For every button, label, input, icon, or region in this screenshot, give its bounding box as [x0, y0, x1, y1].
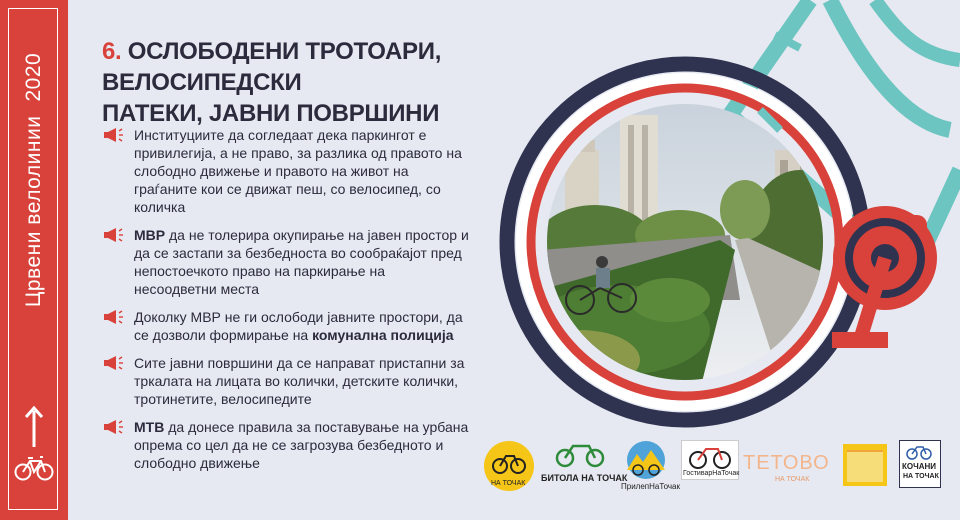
kochani-label-1: КОЧАНИ [902, 462, 937, 471]
list-item-text: Сите јавни површини да се направат пристапни за тркалата на лицата во колички, детските колички, тротинетите, велосипедите [134, 355, 465, 407]
section-number: 6. [102, 38, 122, 65]
heading-line-1: ОСЛОБОДЕНИ ТРОТОАРИ, ВЕЛОСИПЕДСКИ [102, 38, 442, 96]
list-item [100, 308, 500, 344]
megaphone-icon [100, 128, 134, 142]
list-item-text: Доколку МВР не ги ослободи јавните простори, да се дозволи формирање на комунална полиција [134, 309, 463, 343]
megaphone-icon [100, 310, 134, 324]
bicycle-wheel-graphic [480, 0, 960, 440]
list-item [100, 126, 500, 216]
heading-line-2: ПАТЕКИ, ЈАВНИ ПОВРШИНИ [102, 100, 440, 127]
kochani-label-2: НА ТОЧАК [903, 473, 939, 480]
campaign-title-text: Црвени велолинии [22, 115, 45, 308]
na-tocak-label: НА ТОЧАК [491, 480, 526, 487]
kochani-bike-icon [905, 444, 933, 460]
list-item [100, 226, 500, 298]
prilep-label: ПрилепНаТочак [621, 482, 680, 491]
list-item [100, 354, 500, 408]
campaign-year: 2020 [22, 52, 45, 102]
list-item-text: МТВ да донесе правила за поставување на урбана опрема со цел да не се загрозува безбедното и слободно движење [134, 419, 469, 471]
yellow-patch-inner [847, 450, 883, 482]
megaphone-icon [100, 228, 134, 242]
bicycle-icon [14, 452, 54, 482]
prilep-logo [623, 440, 669, 480]
gostivar-bike-icon [687, 444, 733, 470]
bitola-label: БИТОЛА НА ТОЧАК [541, 473, 628, 483]
partner-logos [483, 440, 953, 495]
megaphone-icon [100, 356, 134, 370]
tetovo-sub-label: НА ТОЧАК [775, 476, 810, 483]
gostivar-label: ГостиварНаТочак [683, 470, 740, 477]
demands-list [100, 126, 500, 482]
campaign-title [22, 53, 46, 307]
megaphone-icon [100, 420, 134, 434]
list-item-text: Институциите да согледаат дека паркингот е привилегија, а не право, за разлика од правото на слободно движење и правото на живот на граѓаните кои се движат пеш, со велосипед, со количка [134, 127, 462, 215]
tetovo-label: ТЕТОВО [743, 452, 830, 474]
list-item-text: МВР да не толерира окупирање на јавен простор и да се застапи за безбедноста во сообраќајот пред непостоечкото право на паркирање на несоодветни места [134, 227, 469, 297]
bitola-logo [545, 440, 615, 470]
sidebar [0, 0, 68, 520]
list-item [100, 418, 500, 472]
up-arrow-icon [24, 405, 44, 449]
